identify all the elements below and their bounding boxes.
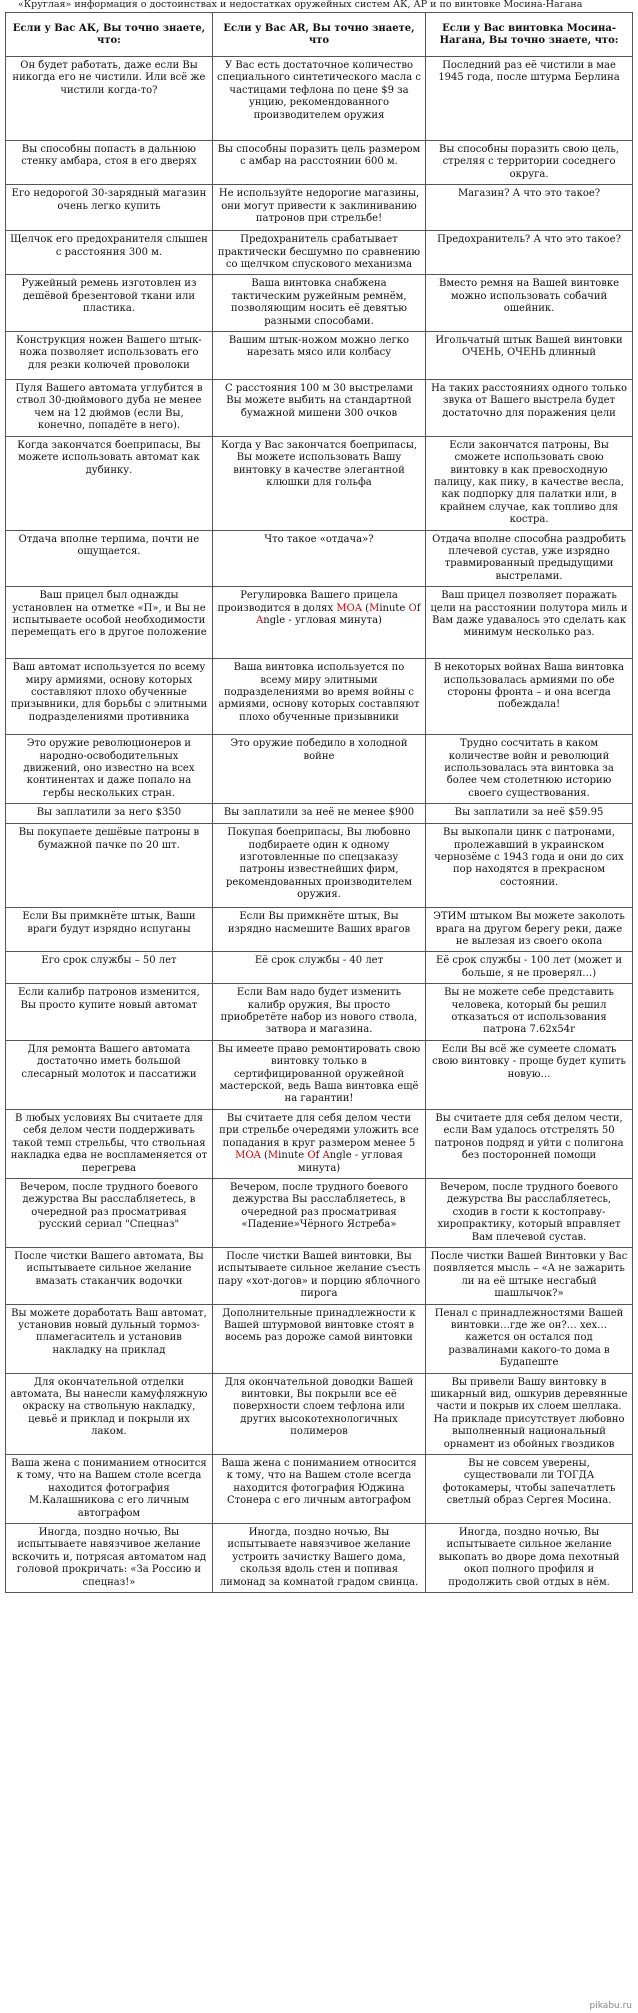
cell-mosin: Игольчатый штык Вашей винтовки ОЧЕНЬ, ОЧЕНЬ длинный xyxy=(426,332,633,380)
cell-ak: Отдача вполне терпима, почти не ощущается. xyxy=(6,530,213,587)
cell-ar: Вы заплатили за неё не менее $900 xyxy=(212,804,425,824)
moa-letter-highlight: M xyxy=(267,1150,279,1162)
table-row xyxy=(6,1304,633,1373)
table-row xyxy=(6,1373,633,1454)
table-row xyxy=(6,436,633,530)
cell-ak: Если калибр патронов изменится, Вы просто купите новый автомат xyxy=(6,984,213,1041)
cell-mosin: Вы выкопали цинк с патронами, пролежавший в украинском чернозёме с 1943 года и они до сих пор находятся в прекрасном состоянии. xyxy=(426,824,633,908)
cell-mosin: Её срок службы - 100 лет (может и больше, я не проверял…) xyxy=(426,952,633,984)
cell-mosin: Вы привели Вашу винтовку в шикарный вид, ошкурив деревянные части и покрыв их слоем шеллака. На прикладе присутствует любовно выполненный национальный орнамент из обойных гвоздиков xyxy=(426,1373,633,1454)
cell-ak: Вы способны попасть в дальнюю стенку амбара, стоя в его дверях xyxy=(6,141,213,185)
table-row xyxy=(6,1524,633,1593)
cell-ak: Его недорогой 30-зарядный магазин очень легко купить xyxy=(6,185,213,231)
cell-ak: Ваша жена с пониманием относится к тому, что на Вашем столе всегда находится фотография М.Калашникова с его личным автографом xyxy=(6,1455,213,1524)
cell-ar: Что такое «отдача»? xyxy=(212,530,425,587)
cell-ak: Ваш автомат используется по всему миру армиями, основу которых составляют плохо обученные призывники, для борьбы с элитными подразделениями противника xyxy=(6,659,213,735)
table-row xyxy=(6,57,633,141)
cell-mosin: Последний раз её чистили в мае 1945 года, после штурма Берлина xyxy=(426,57,633,141)
cell-ak: Это оружие революционеров и народно-освободительных движений, оно известно на всех континентах и даже попало на гербы нескольких стран. xyxy=(6,735,213,804)
cell-ak: Конструкция ножен Вашего штык-ножа позволяет использовать его для резки колючей проволоки xyxy=(6,332,213,380)
cell-ar: Не используйте недорогие магазины, они могут привести к заклиниванию патронов при стрельбе! xyxy=(212,185,425,231)
cell-mosin: Отдача вполне способна раздробить плечевой сустав, уже изрядно травмированный предыдущими выстрелами. xyxy=(426,530,633,587)
moa-letter-highlight: A xyxy=(256,614,264,626)
cell-ar: Для окончательной доводки Вашей винтовки, Вы покрыли все её поверхности слоем тефлона или других высокотехнологичных полимеров xyxy=(212,1373,425,1454)
table-row xyxy=(6,141,633,185)
table-row xyxy=(6,332,633,380)
table-row xyxy=(6,908,633,952)
cell-ak: После чистки Вашего автомата, Вы испытываете сильное желание вмазать стаканчик водочки xyxy=(6,1247,213,1304)
cell-ak: Если Вы примкнёте штык, Ваши враги будут изрядно испуганы xyxy=(6,908,213,952)
table-row xyxy=(6,1178,633,1247)
cell-ar: У Вас есть достаточное количество специального синтетического масла с частицами тефлона по цене $9 за унцию, рекомендованного производителем оружия xyxy=(212,57,425,141)
cell-ak: В любых условиях Вы считаете для себя делом чести поддерживать такой темп стрельбы, что ствольная накладка едва не воспламеняется от перегрева xyxy=(6,1109,213,1178)
moa-letter-highlight: A xyxy=(322,1150,330,1162)
moa-highlight: MOA xyxy=(336,602,362,614)
table-row xyxy=(6,735,633,804)
cell-ar: Вы считаете для себя делом чести при стрельбе очередями уложить все попадания в круг размером менее 5 MOA (Minute Of Angle - угловая минута) xyxy=(212,1109,425,1178)
moa-highlight: MOA xyxy=(235,1150,261,1162)
cell-mosin: Вы не совсем уверены, существовали ли ТОГДА фотокамеры, чтобы запечатлеть светлый образ Сергея Мосина. xyxy=(426,1455,633,1524)
cell-ar: Регулировка Вашего прицела производится в долях MOA (Minute Of Angle - угловая минута) xyxy=(212,587,425,659)
table-row xyxy=(6,804,633,824)
cell-ak: Для окончательной отделки автомата, Вы нанесли камуфляжную окраску на ствольную накладку, цевьё и приклад и покрыли их лаком. xyxy=(6,1373,213,1454)
cell-ar: Если Вы примкнёте штык, Вы изрядно насмешите Ваших врагов xyxy=(212,908,425,952)
cell-ar: Дополнительные принадлежности к Вашей штурмовой винтовке стоят в восемь раз дороже самой винтовки xyxy=(212,1304,425,1373)
cell-ar: Ваша винтовка используется по всему миру элитными подразделениями во время войны с армиями, основу которых составляют плохо обученные призывники xyxy=(212,659,425,735)
cell-ar: Предохранитель срабатывает практически бесшумно по сравнению со щелчком спускового механизма xyxy=(212,231,425,275)
cell-ak: Когда закончатся боеприпасы, Вы можете использовать автомат как дубинку. xyxy=(6,436,213,530)
cell-ar: Когда у Вас закончатся боеприпасы, Вы можете использовать Вашу винтовку в качестве элегантной клюшки для гольфа xyxy=(212,436,425,530)
table-row xyxy=(6,984,633,1041)
cell-ak: Пуля Вашего автомата углубится в ствол 30-дюймового дуба не менее чем на 12 дюймов (если Вы, конечно, попадёте в него). xyxy=(6,380,213,437)
cell-ak: Ваш прицел был однажды установлен на отметке «П», и Вы не испытываете особой необходимости перемещать его в другое положение xyxy=(6,587,213,659)
table-row xyxy=(6,1040,633,1109)
cell-ak: Вы покупаете дешёвые патроны в бумажной пачке по 20 шт. xyxy=(6,824,213,908)
cell-ar: Покупая боеприпасы, Вы любовно подбираете один к одному изготовленные по спецзаказу патроны известнейших фирм, рекомендованных производителем оружия. xyxy=(212,824,425,908)
cell-mosin: ЭТИМ штыком Вы можете заколоть врага на другом берегу реки, даже не вылезая из своего окопа xyxy=(426,908,633,952)
cell-ak: Вы заплатили за него $350 xyxy=(6,804,213,824)
cell-mosin: В некоторых войнах Ваша винтовка использовалась армиями по обе стороны фронта – и она всегда побеждала! xyxy=(426,659,633,735)
cell-ar: С расстояния 100 м 30 выстрелами Вы можете выбить на стандартной бумажной мишени 300 очков xyxy=(212,380,425,437)
watermark: pikabu.ru xyxy=(589,2001,632,2011)
cell-ar: Если Вам надо будет изменить калибр оружия, Вы просто приобретёте набор из нового ствола, затвора и магазина. xyxy=(212,984,425,1041)
cell-mosin: Вы считаете для себя делом чести, если Вам удалось отстрелять 50 патронов подряд и уйти с полигона без посторонней помощи xyxy=(426,1109,633,1178)
cell-ak: Для ремонта Вашего автомата достаточно иметь большой слесарный молоток и пассатижи xyxy=(6,1040,213,1109)
moa-letter-highlight: O xyxy=(307,1150,316,1162)
table-row xyxy=(6,824,633,908)
table-row xyxy=(6,1455,633,1524)
cell-mosin: Предохранитель? А что это такое? xyxy=(426,231,633,275)
cell-mosin: Вечером, после трудного боевого дежурства Вы расслабляетесь, сходив в гости к костоправу-хиропрактику, который вправляет Вам плечевой сустав. xyxy=(426,1178,633,1247)
cell-mosin: Вы способны поразить свою цель, стреляя с территории соседнего округа. xyxy=(426,141,633,185)
cell-mosin: Трудно сосчитать в каком количестве войн и революций использовалась эта винтовка за более чем столетнюю историю своего существования. xyxy=(426,735,633,804)
cell-ar: Вечером, после трудного боевого дежурства Вы расслабляетесь, в очередной раз просматривая «Падение»Чёрного Ястреба» xyxy=(212,1178,425,1247)
cell-ar: Её срок службы - 40 лет xyxy=(212,952,425,984)
cell-mosin: Если Вы всё же сумеете сломать свою винтовку - проще будет купить новую… xyxy=(426,1040,633,1109)
table-row xyxy=(6,1247,633,1304)
cell-ar: Вашим штык-ножом можно легко нарезать мясо или колбасу xyxy=(212,332,425,380)
header-row xyxy=(6,13,633,57)
cell-ak: Он будет работать, даже если Вы никогда его не чистили. Или всё же чистили когда-то? xyxy=(6,57,213,141)
cell-ar: Ваша винтовка снабжена тактическим ружейным ремнём, позволяющим носить её девятью разными способами. xyxy=(212,275,425,332)
cell-mosin: Иногда, поздно ночью, Вы испытываете сильное желание выкопать во дворе дома пехотный окоп полного профиля и продолжить свой отдых в нём. xyxy=(426,1524,633,1593)
cell-ar: Вы имеете право ремонтировать свою винтовку только в сертифицированной оружейной мастерской, ведь Ваша винтовка ещё на гарантии! xyxy=(212,1040,425,1109)
cell-mosin: Если закончатся патроны, Вы сможете использовать свою винтовку в как превосходную палицу, как пику, в качестве весла, как подпорку для палатки или, в крайнем случае, как топливо для костра. xyxy=(426,436,633,530)
cell-mosin: Вместо ремня на Вашей винтовке можно использовать собачий ошейник. xyxy=(426,275,633,332)
cell-ak: Вечером, после трудного боевого дежурства Вы расслабляетесь, в очередной раз просматривая русский сериал "Спецназ" xyxy=(6,1178,213,1247)
cell-mosin: Вы не можете себе представить человека, который бы решил отказаться от использования патрона 7.62х54r xyxy=(426,984,633,1041)
cell-mosin: После чистки Вашей Винтовки у Вас появляется мысль – «А не зажарить ли на её штыке несгабый шашлычок?» xyxy=(426,1247,633,1304)
column-header-ar: Если у Вас AR, Вы точно знаете, что xyxy=(212,13,425,57)
table-row xyxy=(6,185,633,231)
table-row xyxy=(6,380,633,437)
top-caption: «Круглая» информация о достоинствах и недостатках оружейных систем АК, АР и по винтовке Мосина-Нагана xyxy=(18,0,583,10)
table-row xyxy=(6,587,633,659)
cell-mosin: Ваш прицел позволяет поражать цели на расстоянии полутора миль и Вам даже удавалось это сделать как минимум несколько раз. xyxy=(426,587,633,659)
table-row xyxy=(6,231,633,275)
cell-ar: После чистки Вашей винтовки, Вы испытываете сильное желание съесть пару «хот-догов» и порцию яблочного пирога xyxy=(212,1247,425,1304)
cell-ak: Его срок службы – 50 лет xyxy=(6,952,213,984)
table-row xyxy=(6,659,633,735)
moa-letter-highlight: M xyxy=(369,602,380,614)
comparison-table xyxy=(5,12,633,1593)
cell-mosin: Пенал с принадлежностями Вашей винтовки…где же он?… хех… кажется он остался под развалинами какого-то дома в Будапеште xyxy=(426,1304,633,1373)
cell-mosin: На таких расстояниях одного только звука от Вашего выстрела будет достаточно для поражения цели xyxy=(426,380,633,437)
cell-ar: Это оружие победило в холодной войне xyxy=(212,735,425,804)
cell-ak: Иногда, поздно ночью, Вы испытываете навязчивое желание вскочить и, потрясая автоматом над головой прокричать: «За Россию и спецназ!» xyxy=(6,1524,213,1593)
cell-ar: Ваша жена с пониманием относится к тому, что на Вашем столе всегда находится фотография Юджина Стонера с его личным автографом xyxy=(212,1455,425,1524)
cell-ak: Щелчок его предохранителя слышен с расстояния 300 м. xyxy=(6,231,213,275)
column-header-mosin: Если у Вас винтовка Мосина-Нагана, Вы точно знаете, что: xyxy=(426,13,633,57)
cell-mosin: Вы заплатили за неё $59.95 xyxy=(426,804,633,824)
table-body xyxy=(6,57,633,1593)
table-row xyxy=(6,275,633,332)
cell-ar: Вы способны поразить цель размером с амбар на расстоянии 600 м. xyxy=(212,141,425,185)
cell-mosin: Магазин? А что это такое? xyxy=(426,185,633,231)
table-row xyxy=(6,1109,633,1178)
cell-ar: Иногда, поздно ночью, Вы испытываете навязчивое желание устроить зачистку Вашего дома, скользя вдоль стен и попивая лимонад за комнатой градом свинца. xyxy=(212,1524,425,1593)
cell-ak: Вы можете доработать Ваш автомат, установив новый дульный тормоз-пламегаситель и установив накладку на приклад xyxy=(6,1304,213,1373)
column-header-ak: Если у Вас АК, Вы точно знаете, что: xyxy=(6,13,213,57)
cell-ak: Ружейный ремень изготовлен из дешёвой брезентовой ткани или пластика. xyxy=(6,275,213,332)
table-row xyxy=(6,530,633,587)
table-row xyxy=(6,952,633,984)
moa-letter-highlight: O xyxy=(408,602,417,614)
